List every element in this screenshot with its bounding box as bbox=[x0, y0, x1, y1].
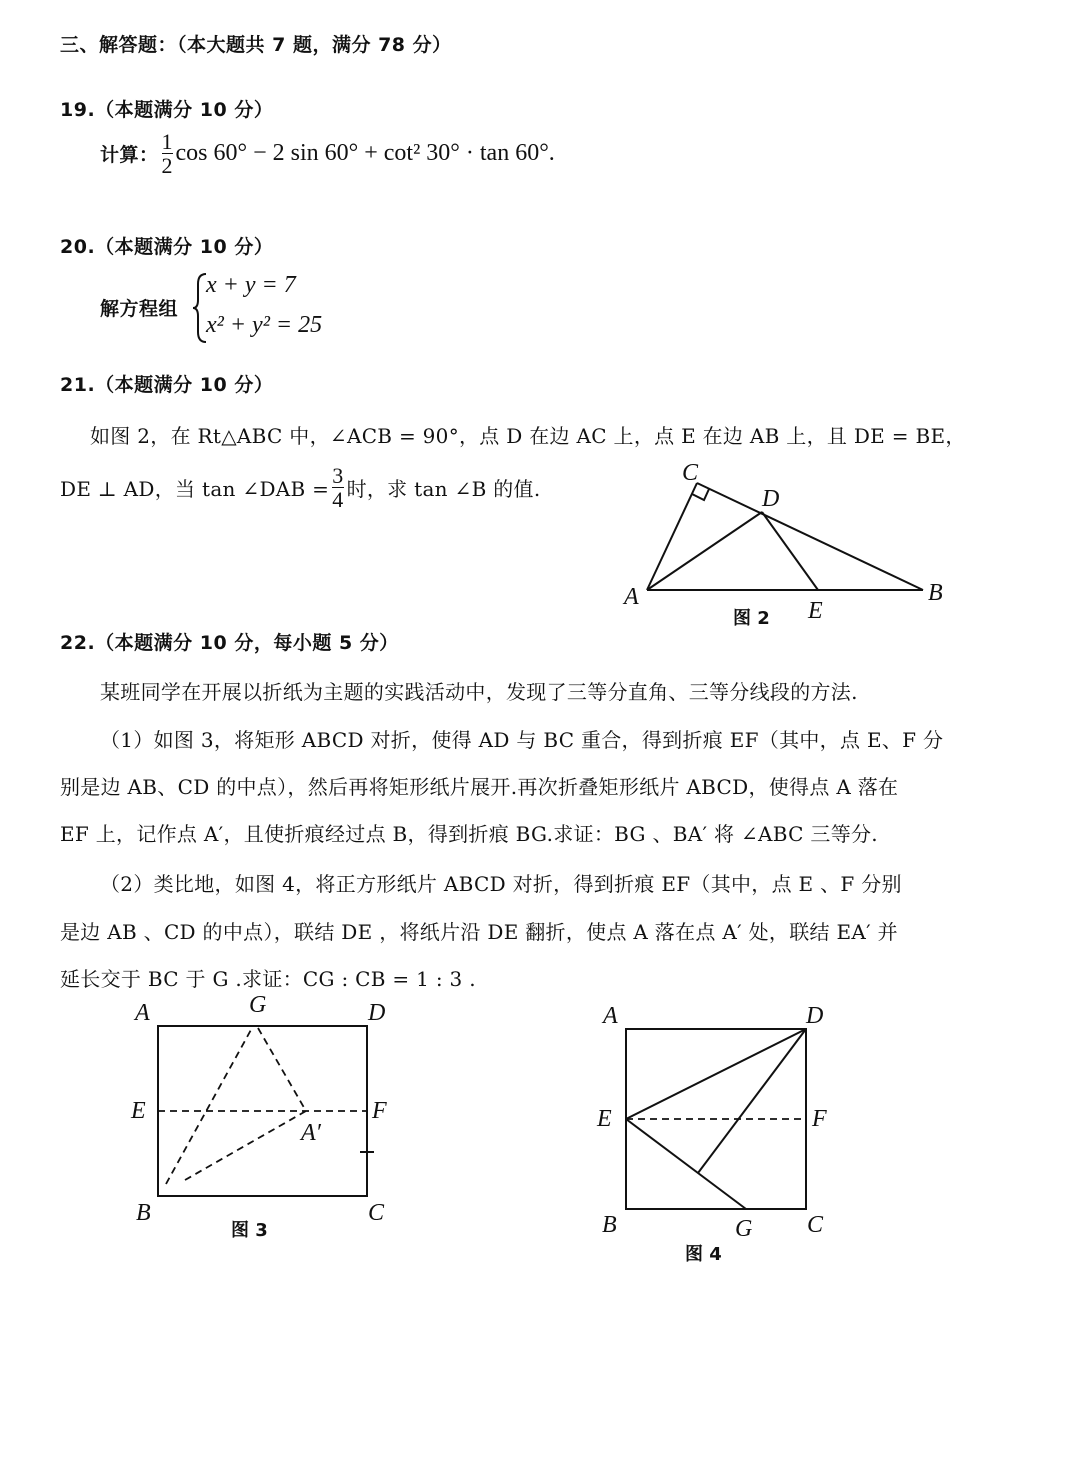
fig2-label-e: E bbox=[808, 598, 823, 624]
q22-p1-line3: EF 上，记作点 A′，且使折痕经过点 B，得到折痕 BG.求证：BG 、BA′ 将 ∠ABC 三等分. bbox=[60, 822, 878, 846]
q22-p2-line3: 延长交于 BC 于 G .求证：CG : CB = 1 : 3 . bbox=[60, 967, 476, 991]
fig4-seg-de bbox=[626, 1029, 806, 1119]
fig4-label-b: B bbox=[602, 1212, 617, 1238]
fig3-label-b: B bbox=[136, 1200, 151, 1226]
fig3-label-c: C bbox=[368, 1200, 385, 1226]
section-title: 三、解答题：（本大题共 7 题，满分 78 分） bbox=[60, 34, 452, 56]
q22-intro: 某班同学在开展以折纸为主题的实践活动中，发现了三等分直角、三等分线段的方法. bbox=[100, 680, 858, 704]
fig4-label-e: E bbox=[597, 1106, 612, 1132]
q20-eq1: x + y = 7 bbox=[206, 272, 296, 298]
q19-frac-den: 2 bbox=[161, 153, 173, 179]
q19-prompt: 计算： bbox=[100, 144, 159, 167]
q20-header: 20.（本题满分 10 分） bbox=[60, 236, 274, 258]
fig4-label-d: D bbox=[806, 1003, 824, 1029]
fig4-label-a: A bbox=[603, 1003, 618, 1029]
fig4-label-f: F bbox=[812, 1106, 827, 1132]
q20-eq2: x² + y² = 25 bbox=[206, 312, 323, 338]
fig3-label-f: F bbox=[372, 1098, 387, 1124]
fig3-label-d: D bbox=[368, 1000, 386, 1026]
q21-line2a: DE ⊥ AD，当 tan ∠DAB = bbox=[60, 477, 330, 502]
fig3-caption: 图 3 bbox=[231, 1220, 268, 1241]
fig2-label-d: D bbox=[762, 486, 780, 512]
fig2-label-b: B bbox=[928, 580, 943, 606]
q19-expr: cos 60° − 2 sin 60° + cot² 30° · tan 60°. bbox=[175, 140, 555, 167]
fig2-label-c: C bbox=[682, 460, 699, 486]
q22-header: 22.（本题满分 10 分，每小题 5 分） bbox=[60, 632, 399, 654]
fig3-label-g: G bbox=[249, 992, 267, 1018]
q21-frac-num: 3 bbox=[332, 463, 344, 488]
q20-prompt: 解方程组 bbox=[100, 298, 179, 320]
q22-p2-line1: （2）类比地，如图 4，将正方形纸片 ABCD 对折，得到折痕 EF（其中，点 E 、F 分别 bbox=[100, 872, 902, 896]
fig4-label-c: C bbox=[807, 1212, 824, 1238]
fig4-seg-dap bbox=[698, 1029, 806, 1173]
q21-line2b: 时，求 tan ∠B 的值. bbox=[346, 477, 541, 502]
q22-p2-line2: 是边 AB 、CD 的中点），联结 DE ，将纸片沿 DE 翻折，使点 A 落在点 A′ 处，联结 EA′ 并 bbox=[60, 920, 898, 944]
q19-header: 19.（本题满分 10 分） bbox=[60, 99, 274, 121]
q21-header: 21.（本题满分 10 分） bbox=[60, 374, 274, 396]
fig2-caption: 图 2 bbox=[733, 608, 770, 629]
fig4-caption: 图 4 bbox=[685, 1244, 722, 1265]
q21-line1: 如图 2，在 Rt△ABC 中，∠ACB = 90°，点 D 在边 AC 上，点 E 在边 AB 上，且 DE = BE， bbox=[90, 424, 966, 448]
fig4-label-g: G bbox=[735, 1216, 753, 1242]
fig3-label-a: A bbox=[135, 1000, 150, 1026]
fig3-label-e: E bbox=[131, 1098, 146, 1124]
q19-frac-num: 1 bbox=[161, 129, 173, 154]
q22-p1-line2: 别是边 AB、CD 的中点），然后再将矩形纸片展开.再次折叠矩形纸片 ABCD，使得点 A 落在 bbox=[60, 775, 899, 799]
q21-frac-den: 4 bbox=[332, 487, 344, 513]
fig3-label-aprime: A′ bbox=[301, 1120, 321, 1146]
fig2-label-a: A bbox=[624, 584, 639, 610]
q22-p1-line1: （1）如图 3，将矩形 ABCD 对折，使得 AD 与 BC 重合，得到折痕 EF（其中，点 E、F 分 bbox=[100, 728, 944, 752]
